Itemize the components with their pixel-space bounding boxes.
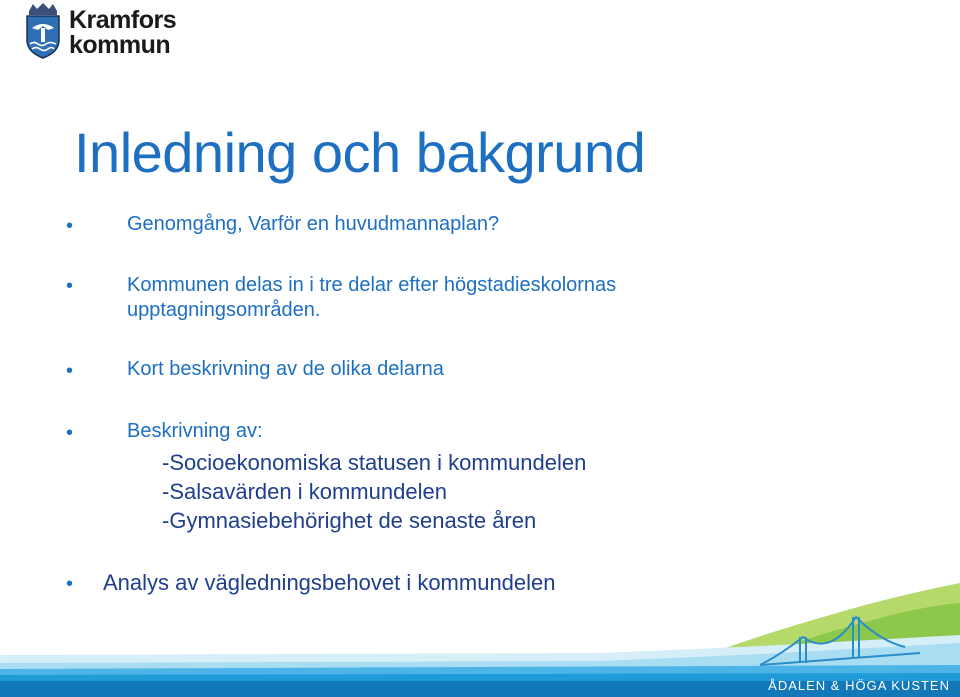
coat-of-arms-icon — [24, 2, 62, 60]
bullet-text-3: Kort beskrivning av de olika delarna — [127, 358, 444, 380]
bullet-text-4: Beskrivning av: — [127, 420, 263, 442]
bullet-marker: • — [66, 573, 74, 595]
logo-text-line2: kommun — [69, 31, 171, 59]
footer-brand-text: ÅDALEN & HÖGA KUSTEN — [768, 678, 950, 693]
bullet-marker: • — [66, 275, 74, 297]
sub-item-salsa: -Salsavärden i kommundelen — [162, 479, 447, 504]
kramfors-logo — [24, 2, 204, 60]
sub-item-socioeconomic: -Socioekonomiska statusen i kommundelen — [162, 450, 587, 475]
bullet-marker: • — [66, 360, 74, 382]
logo-text-line1: Kramfors — [69, 6, 177, 34]
sub-item-gymnasium: -Gymnasiebehörighet de senaste åren — [162, 508, 537, 533]
bullet-text-1: Genomgång, Varför en huvudmannaplan? — [127, 213, 500, 235]
bullet-text-2-line2: upptagningsområden. — [127, 299, 321, 321]
bullet-marker: • — [66, 215, 74, 237]
bullet-text-5: Analys av vägledningsbehovet i kommundelen — [103, 570, 556, 595]
slide-title: Inledning och bakgrund — [74, 121, 646, 184]
bullet-marker: • — [66, 422, 74, 444]
bullet-text-2-line1: Kommunen delas in i tre delar efter högstadieskolornas — [127, 274, 617, 296]
